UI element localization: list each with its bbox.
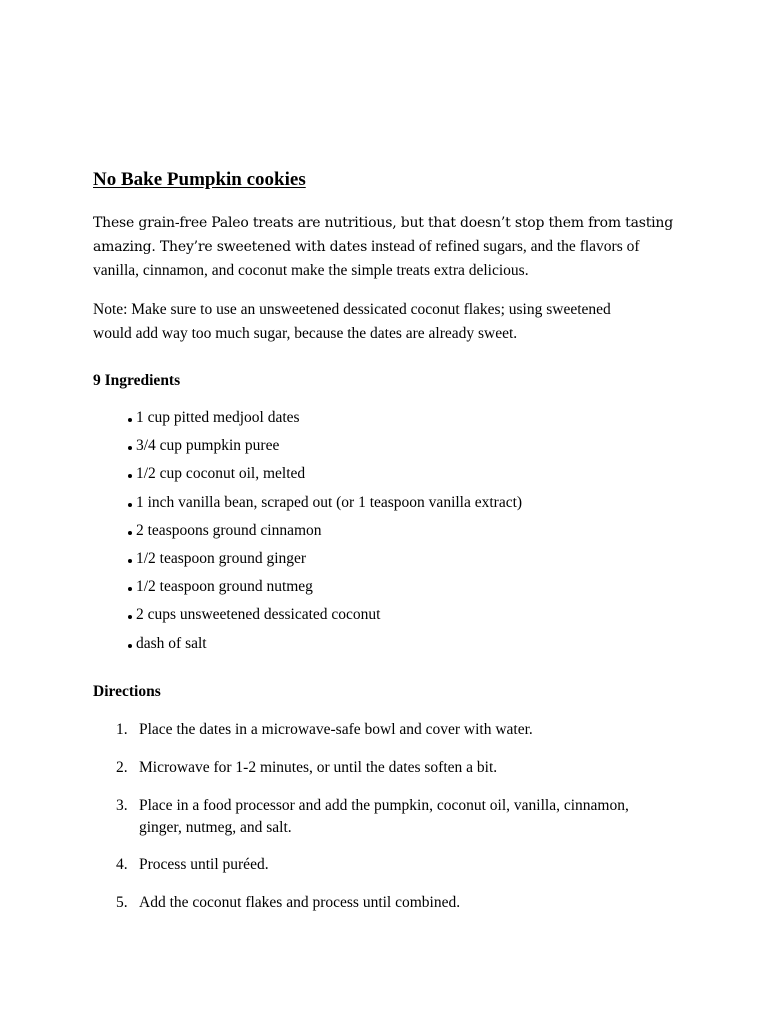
bullet-icon	[128, 446, 132, 450]
bullet-icon	[128, 644, 132, 648]
intro-line-2	[93, 235, 693, 259]
ingredient-item	[128, 492, 522, 520]
note-line-2: would add way too much sugar, because the dates are already sweet.	[93, 325, 518, 342]
directions-list	[93, 719, 693, 930]
note-paragraph	[93, 298, 693, 346]
bullet-icon	[128, 503, 132, 507]
intro-paragraph	[93, 211, 693, 283]
ingredient-item	[128, 407, 522, 435]
step-number: 4.	[116, 856, 128, 873]
ingredient-item	[128, 604, 522, 632]
ingredient-text: 1/2 teaspoon ground nutmeg	[136, 578, 313, 596]
bullet-icon	[128, 587, 132, 591]
ingredient-text: 2 cups unsweetened dessicated coconut	[136, 606, 381, 624]
step-number: 5.	[116, 894, 128, 911]
intro-line-2-serif: instead of refined sugars, and the flavors of	[367, 238, 640, 255]
document-title: No Bake Pumpkin cookies	[93, 169, 306, 190]
bullet-icon	[128, 418, 132, 422]
ingredient-text: 1/2 cup coconut oil, melted	[136, 465, 306, 483]
direction-step	[93, 795, 693, 839]
direction-step	[93, 892, 693, 914]
ingredient-text: 2 teaspoons ground cinnamon	[136, 521, 322, 539]
ingredients-list	[128, 407, 522, 661]
step-text	[139, 892, 693, 914]
step-text	[139, 757, 693, 779]
ingredient-text: 3/4 cup pumpkin puree	[136, 437, 280, 455]
note-line-1: Note: Make sure to use an unsweetened dessicated coconut flakes; using sweetened	[93, 301, 611, 318]
ingredient-text: 1/2 teaspoon ground ginger	[136, 549, 307, 567]
bullet-icon	[128, 531, 132, 535]
bullet-icon	[128, 559, 132, 563]
step-line: Microwave for 1-2 minutes, or until the dates soften a bit.	[139, 759, 498, 776]
step-line: Add the coconut flakes and process until combined.	[139, 894, 461, 911]
step-number: 1.	[116, 721, 128, 738]
step-text	[139, 854, 693, 876]
step-line: Place in a food processor and add the pumpkin, coconut oil, vanilla, cinnamon,	[139, 797, 629, 814]
step-number: 2.	[116, 759, 128, 776]
ingredient-item	[128, 633, 522, 661]
ingredient-item	[128, 576, 522, 604]
direction-step	[93, 854, 693, 876]
step-number: 3.	[116, 797, 128, 814]
ingredient-text: dash of salt	[136, 634, 207, 652]
step-line: Place the dates in a microwave-safe bowl and cover with water.	[139, 721, 533, 738]
intro-line-2-sans: amazing. They’re sweetened with dates	[93, 239, 368, 255]
intro-line-1: These grain-free Paleo treats are nutritious, but that doesn’t stop them from tasting	[93, 215, 674, 231]
ingredient-item	[128, 435, 522, 463]
step-line: ginger, nutmeg, and salt.	[139, 819, 292, 836]
ingredient-item	[128, 463, 522, 491]
bullet-icon	[128, 474, 132, 478]
direction-step	[93, 757, 693, 779]
step-text	[139, 795, 693, 839]
ingredient-item	[128, 520, 522, 548]
direction-step	[93, 719, 693, 741]
step-line: Process until puréed.	[139, 856, 269, 873]
step-text	[139, 719, 693, 741]
ingredient-text: 1 inch vanilla bean, scraped out (or 1 teaspoon vanilla extract)	[136, 493, 523, 511]
bullet-icon	[128, 615, 132, 619]
ingredient-item	[128, 548, 522, 576]
ingredient-text: 1 cup pitted medjool dates	[136, 409, 300, 426]
directions-heading: Directions	[93, 683, 161, 700]
intro-line-3: vanilla, cinnamon, and coconut make the simple treats extra delicious.	[93, 262, 529, 279]
ingredients-heading: 9 Ingredients	[93, 372, 181, 389]
